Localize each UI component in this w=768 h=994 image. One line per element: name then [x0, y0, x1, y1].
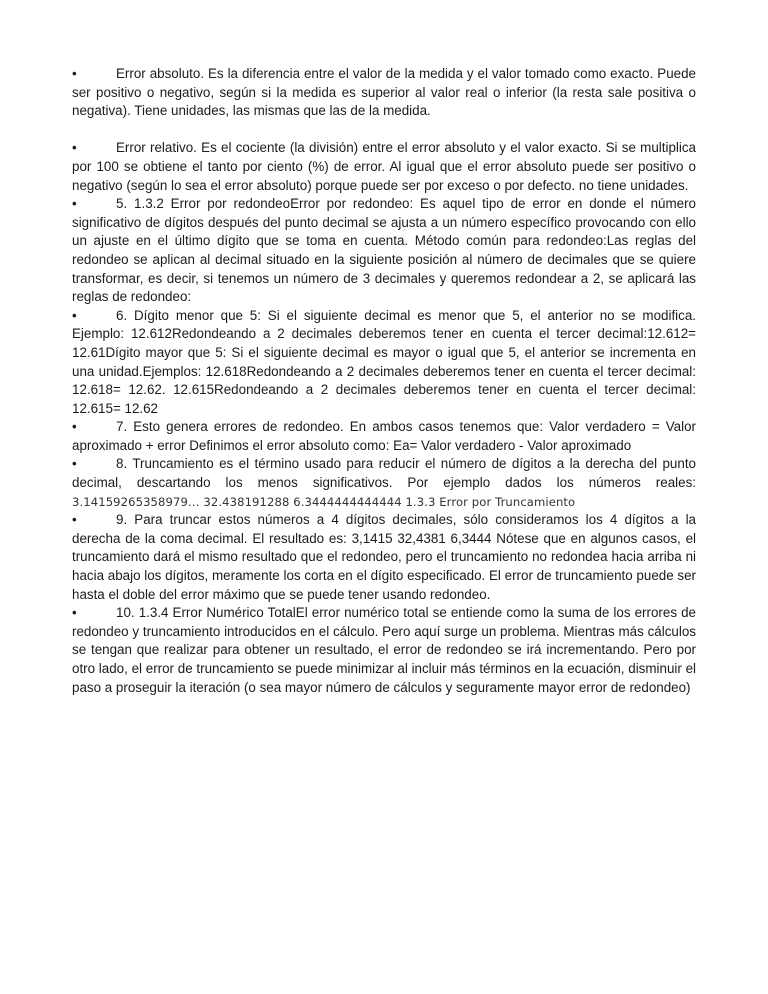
document-body [72, 65, 696, 697]
bullet-icon: • [72, 605, 77, 621]
bullet-icon: • [72, 512, 77, 528]
paragraph-error-numerico-total [72, 604, 696, 697]
bullet-icon: • [72, 196, 77, 212]
paragraph-text: 10. 1.3.4 Error Numérico TotalEl error numérico total se entiende como la suma de los errores de redondeo y truncamiento introducidos en el cálculo. Pero aquí surge un problema. Mientras más cálculos se tengan que realizar para obtener un resultado, el error de redondeo se irá incrementando. Pero por otro lado, el error de truncamiento se puede minimizar al incluir más términos en la ecuación, disminuir el paso a proseguir la iteración (o sea mayor número de cálculos y seguramente mayor error de redondeo) [72, 605, 696, 695]
paragraph-errores-redondeo [72, 418, 696, 455]
bullet-icon: • [72, 140, 77, 156]
bullet-icon: • [72, 307, 77, 323]
numbers-example: 3.14159265358979… 32.438191288 6.3444444444444 1.3.3 Error por Truncamiento [72, 494, 576, 509]
paragraph-error-absoluto [72, 65, 696, 121]
paragraph-truncar [72, 511, 696, 604]
paragraph-text: 7. Esto genera errores de redondeo. En ambos casos tenemos que: Valor verdadero = Valor aproximado + error Definimos el error absoluto como: Ea= Valor verdadero - Valor aproximado [72, 419, 696, 453]
paragraph-truncamiento [72, 455, 696, 511]
paragraph-text: 9. Para truncar estos números a 4 dígitos decimales, sólo consideramos los 4 dígitos a la derecha de la coma decimal. El resultado es: 3,1415 32,4381 6,3444 Nótese que en algunos casos, el truncamiento dará el mismo resultado que el redondeo, pero el truncamiento no redondea hacia arriba ni hacia abajo los dígitos, meramente los corta en el dígito especificado. El error de truncamiento puede ser hasta el doble del error máximo que se puede tener usando redondeo. [72, 512, 696, 602]
paragraph-text: Error absoluto. Es la diferencia entre el valor de la medida y el valor tomado como exacto. Puede ser positivo o negativo, según si la medida es superior al valor real o inferior (la resta sale positiva o negativa). Tiene unidades, las mismas que las de la medida. [72, 66, 696, 119]
paragraph-digito-menor [72, 307, 696, 419]
paragraph-error-relativo [72, 139, 696, 195]
paragraph-text: Error relativo. Es el cociente (la división) entre el error absoluto y el valor exacto. Si se multiplica por 100 se obtiene el tanto por ciento (%) de error. Al igual que el error absoluto puede ser positivo o negativo (según lo sea el error absoluto) porque puede ser por exceso o por defecto. no tiene unidades. [72, 140, 696, 193]
paragraph-text: 6. Dígito menor que 5: Si el siguiente decimal es menor que 5, el anterior no se modifica. Ejemplo: 12.612Redondeando a 2 decimales deberemos tener en cuenta el tercer decimal:12.612= 12.61Dígito mayor que 5: Si el siguiente decimal es mayor o igual que 5, el anterior se incrementa en una unidad.Ejemplos: 12.618Redondeando a 2 decimales deberemos tener en cuenta el tercer decimal: 12.618= 12.62. 12.615Redondeando a 2 decimales deberemos tener en cuenta el tercer decimal: 12.615= 12.62 [72, 307, 696, 416]
bullet-icon: • [72, 456, 77, 472]
paragraph-text: 5. 1.3.2 Error por redondeoError por redondeo: Es aquel tipo de error en donde el número significativo de dígitos después del punto decimal se ajusta a un número específico provocando con ello un ajuste en el último dígito que se toma en cuenta. Método común para redondeo:Las reglas del redondeo se aplican al decimal situado en la siguiente posición al número de decimales que se quiere transformar, es decir, si tenemos un número de 3 decimales y queremos redondear a 2, se aplicará las reglas de redondeo: [72, 196, 696, 305]
paragraph-text: 8. Truncamiento es el término usado para reducir el número de dígitos a la derecha del punto decimal, descartando los menos significativos. Por ejemplo dados los números reales: [72, 456, 696, 491]
bullet-icon: • [72, 419, 77, 435]
paragraph-error-redondeo [72, 195, 696, 307]
bullet-icon: • [72, 66, 77, 81]
